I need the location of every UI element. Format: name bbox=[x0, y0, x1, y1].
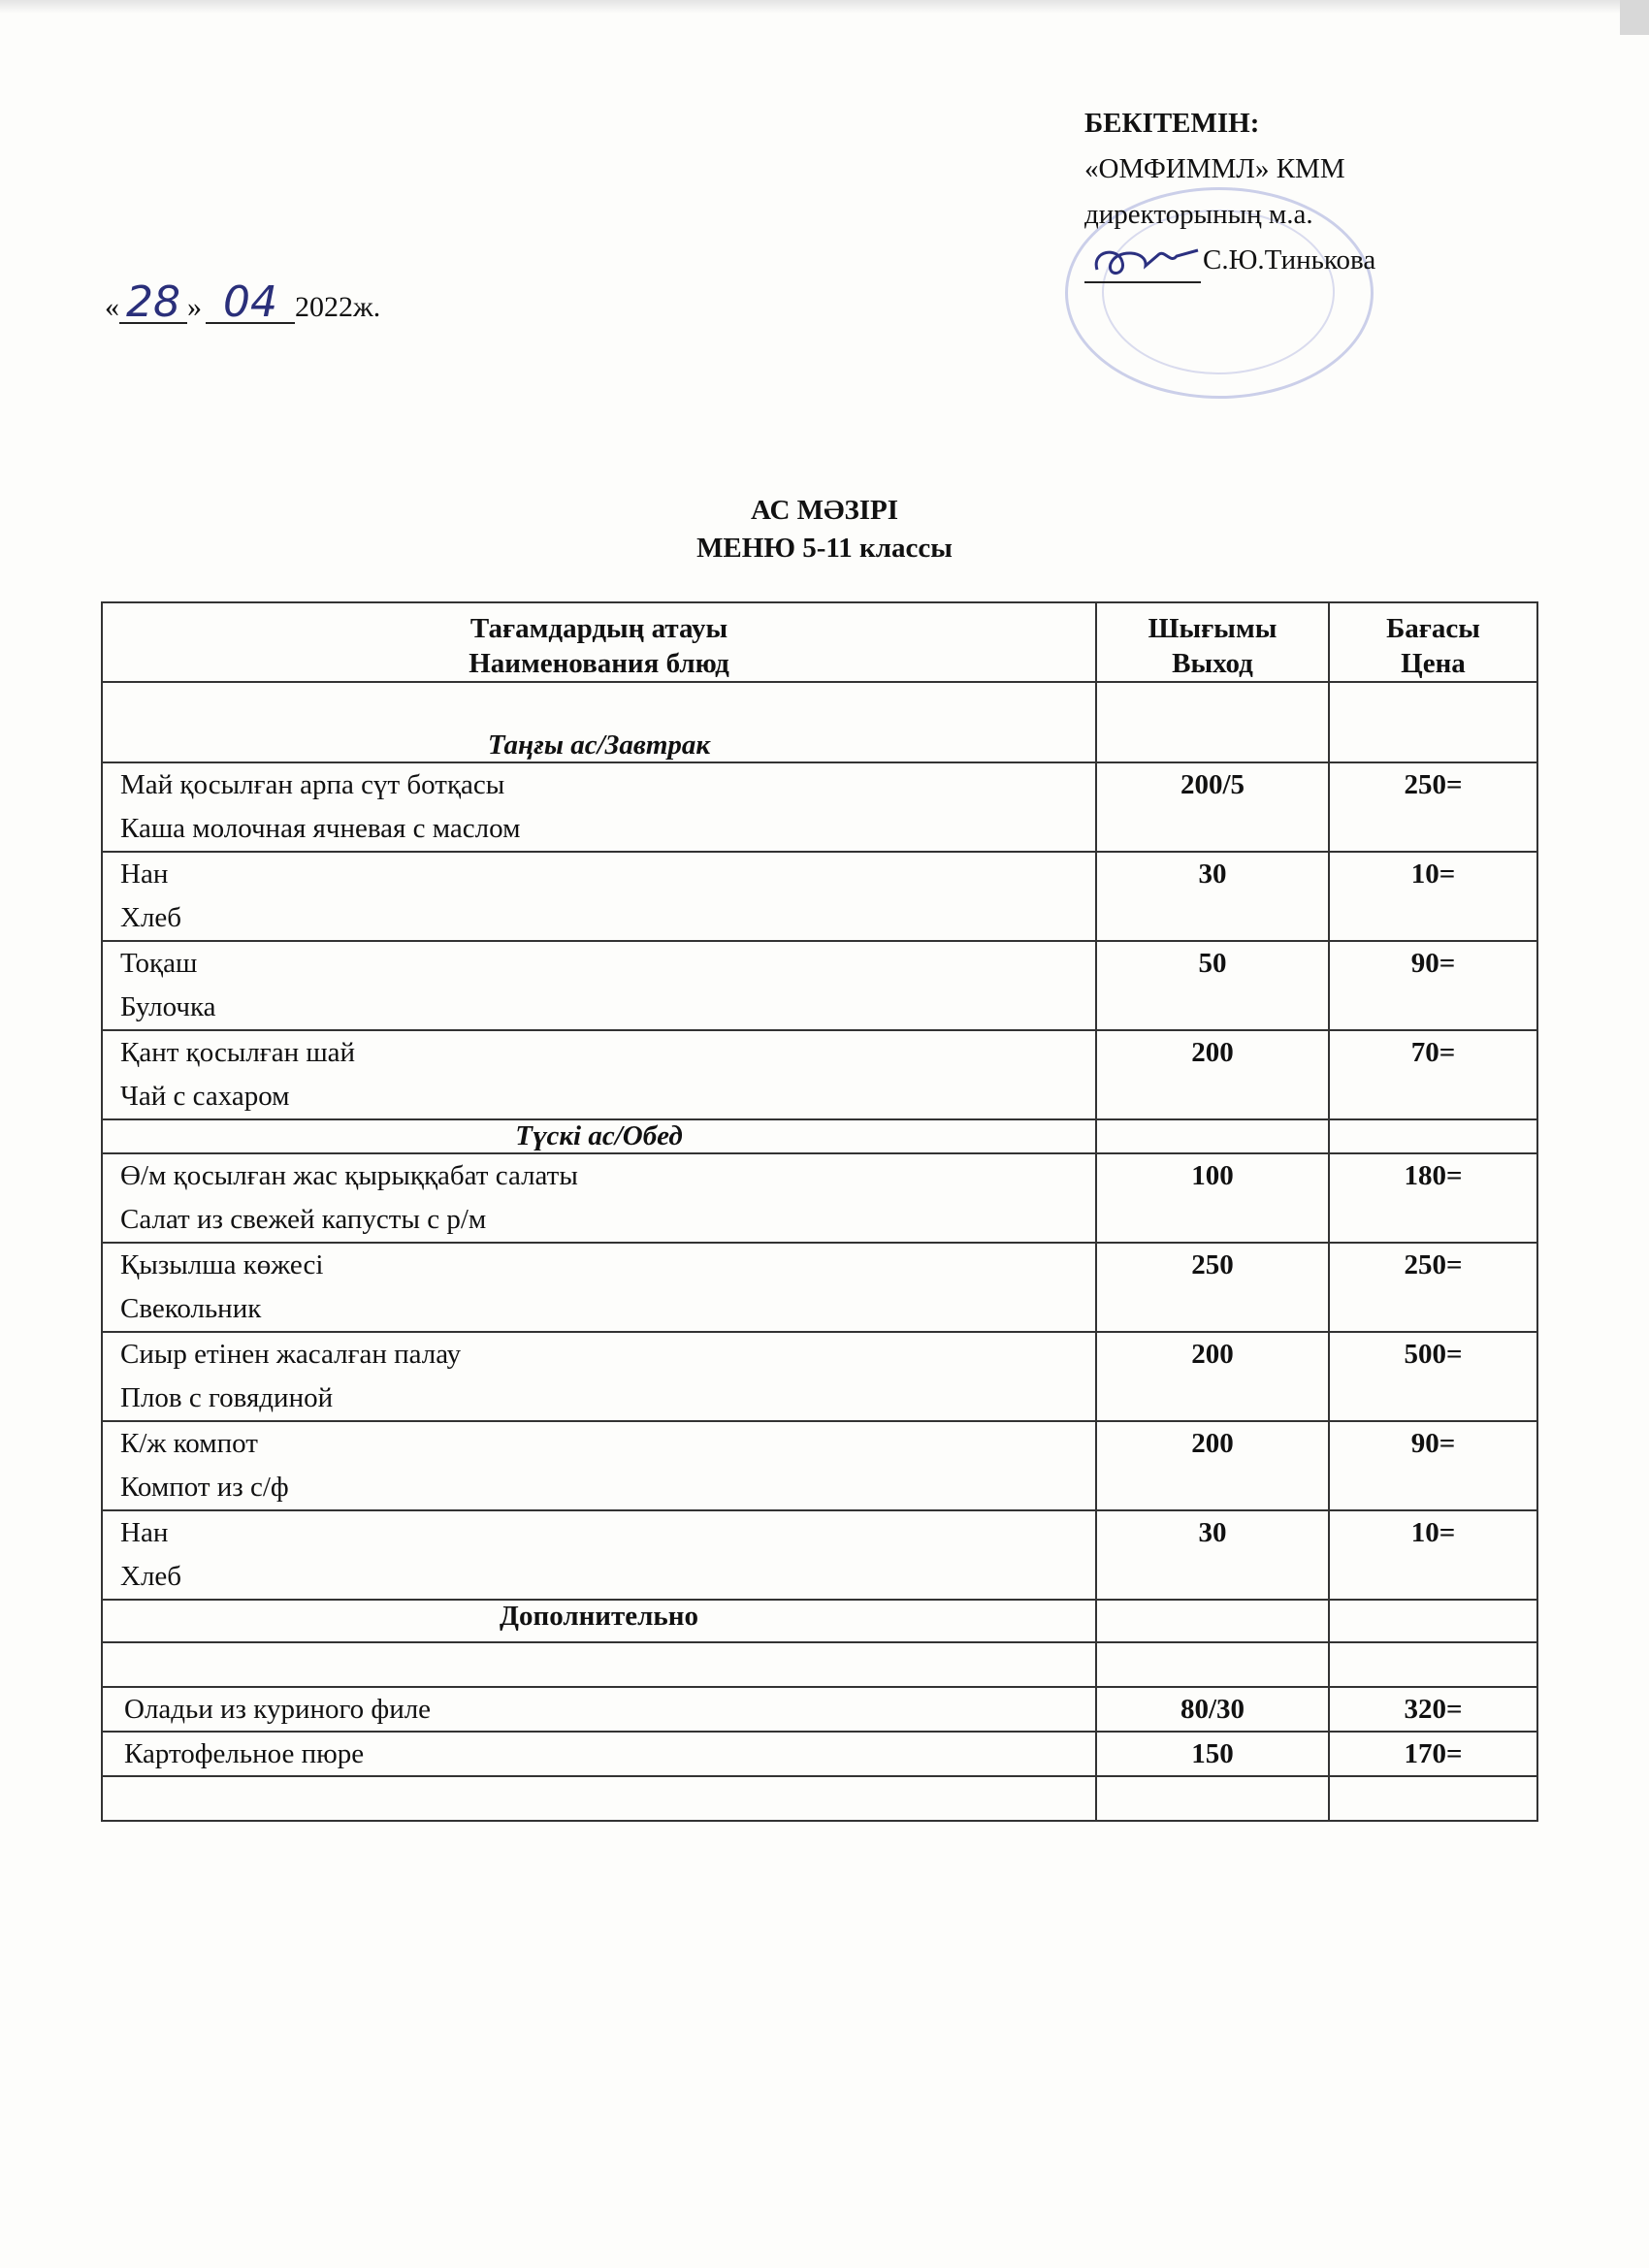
dish-name bbox=[102, 1332, 1096, 1421]
dish-yield: 100 bbox=[1096, 1153, 1329, 1243]
approval-position: директорының м.а. bbox=[1084, 199, 1313, 230]
dish-yield: 30 bbox=[1096, 852, 1329, 941]
dish-yield: 30 bbox=[1096, 1510, 1329, 1600]
dish-name-ru: Плов с говядиной bbox=[120, 1382, 334, 1413]
header-price bbox=[1329, 602, 1537, 682]
empty-cell bbox=[1329, 682, 1537, 762]
header-yield-kz: Шығымы bbox=[1148, 613, 1277, 644]
dish-name-ru: Булочка bbox=[120, 991, 216, 1022]
date-close-quote: » bbox=[187, 291, 202, 323]
approval-block bbox=[1084, 101, 1375, 283]
dish-price: 10= bbox=[1329, 1510, 1537, 1600]
date-open-quote: « bbox=[105, 291, 119, 323]
table-row bbox=[102, 941, 1537, 1030]
empty-cell bbox=[1096, 682, 1329, 762]
dish-name-kz: Тоқаш bbox=[120, 948, 198, 979]
section-additional bbox=[102, 1600, 1537, 1642]
dish-name: Оладьи из куриного филе bbox=[102, 1687, 1096, 1732]
dish-price: 180= bbox=[1329, 1153, 1537, 1243]
dish-yield: 200/5 bbox=[1096, 762, 1329, 852]
signature-line bbox=[1084, 238, 1375, 283]
empty-cell bbox=[1329, 1119, 1537, 1153]
dish-yield: 250 bbox=[1096, 1243, 1329, 1332]
date-day: 28 bbox=[119, 283, 187, 324]
dish-price: 170= bbox=[1329, 1732, 1537, 1776]
dish-name-kz: Нан bbox=[120, 859, 169, 890]
empty-row bbox=[102, 1776, 1537, 1821]
dish-name-ru: Хлеб bbox=[120, 1561, 182, 1592]
header-price-ru: Цена bbox=[1401, 648, 1466, 679]
empty-cell bbox=[1096, 1600, 1329, 1642]
empty-cell bbox=[1329, 1776, 1537, 1821]
signature-icon bbox=[1089, 241, 1206, 283]
scan-corner-mark bbox=[1620, 0, 1649, 35]
header-dish-name bbox=[102, 602, 1096, 682]
table-row bbox=[102, 1030, 1537, 1119]
table-row bbox=[102, 762, 1537, 852]
menu-title-ru: МЕНЮ 5-11 классы bbox=[696, 533, 953, 564]
dish-name-ru: Хлеб bbox=[120, 902, 182, 933]
table-header-row bbox=[102, 602, 1537, 682]
dish-name-kz: Ө/м қосылған жас қырыққабат салаты bbox=[120, 1160, 578, 1191]
dish-price: 10= bbox=[1329, 852, 1537, 941]
approval-title: БЕКІТЕМІН: bbox=[1084, 108, 1260, 139]
empty-cell bbox=[1329, 1600, 1537, 1642]
dish-yield: 200 bbox=[1096, 1332, 1329, 1421]
dish-name bbox=[102, 1421, 1096, 1510]
section-title: Дополнительно bbox=[102, 1600, 1096, 1642]
approval-org: «ОМФИММЛ» КММ bbox=[1084, 153, 1345, 184]
table-row bbox=[102, 1153, 1537, 1243]
dish-yield: 80/30 bbox=[1096, 1687, 1329, 1732]
document-date bbox=[105, 277, 381, 327]
dish-name-ru: Каша молочная ячневая с маслом bbox=[120, 813, 521, 844]
table-row bbox=[102, 1332, 1537, 1421]
dish-yield: 200 bbox=[1096, 1421, 1329, 1510]
section-lunch bbox=[102, 1119, 1537, 1153]
header-yield bbox=[1096, 602, 1329, 682]
dish-yield: 200 bbox=[1096, 1030, 1329, 1119]
dish-name bbox=[102, 1510, 1096, 1600]
dish-name bbox=[102, 852, 1096, 941]
dish-name bbox=[102, 762, 1096, 852]
section-title: Таңғы ас/Завтрак bbox=[102, 682, 1096, 762]
empty-cell bbox=[1096, 1642, 1329, 1687]
header-yield-ru: Выход bbox=[1172, 648, 1253, 679]
date-year: 2022ж. bbox=[295, 291, 381, 323]
approval-name: С.Ю.Тинькова bbox=[1203, 244, 1376, 275]
menu-title-kz: АС МӘЗІРІ bbox=[750, 495, 899, 526]
dish-name-ru: Компот из с/ф bbox=[120, 1472, 289, 1503]
dish-name bbox=[102, 1030, 1096, 1119]
header-name-ru: Наименования блюд bbox=[469, 648, 729, 679]
dish-price: 90= bbox=[1329, 1421, 1537, 1510]
menu-table bbox=[101, 601, 1538, 1822]
dish-name-kz: Сиыр етінен жасалған палау bbox=[120, 1339, 462, 1370]
dish-name-kz: Нан bbox=[120, 1517, 169, 1548]
dish-name-ru: Чай с сахаром bbox=[120, 1081, 290, 1112]
dish-name-ru: Свекольник bbox=[120, 1293, 262, 1324]
dish-name-kz: Қант қосылған шай bbox=[120, 1037, 356, 1068]
empty-cell bbox=[1096, 1776, 1329, 1821]
dish-name-kz: К/ж компот bbox=[120, 1428, 258, 1459]
empty-cell bbox=[102, 1776, 1096, 1821]
header-name-kz: Тағамдардың атауы bbox=[469, 613, 728, 644]
dish-name-kz: Май қосылған арпа сүт ботқасы bbox=[120, 769, 505, 800]
dish-name bbox=[102, 1243, 1096, 1332]
dish-price: 320= bbox=[1329, 1687, 1537, 1732]
dish-name: Картофельное пюре bbox=[102, 1732, 1096, 1776]
dish-price: 250= bbox=[1329, 1243, 1537, 1332]
dish-name-kz: Қызылша көжесі bbox=[120, 1249, 324, 1280]
table-row bbox=[102, 1421, 1537, 1510]
empty-cell bbox=[1096, 1119, 1329, 1153]
table-row bbox=[102, 1243, 1537, 1332]
dish-name bbox=[102, 1153, 1096, 1243]
table-row bbox=[102, 1687, 1537, 1732]
empty-cell bbox=[102, 1642, 1096, 1687]
table-row bbox=[102, 1732, 1537, 1776]
dish-price: 500= bbox=[1329, 1332, 1537, 1421]
dish-price: 90= bbox=[1329, 941, 1537, 1030]
section-title: Түскі ас/Обед bbox=[102, 1119, 1096, 1153]
table-row bbox=[102, 852, 1537, 941]
section-breakfast bbox=[102, 682, 1537, 762]
date-month: 04 bbox=[206, 283, 295, 324]
empty-row bbox=[102, 1642, 1537, 1687]
empty-cell bbox=[1329, 1642, 1537, 1687]
signature-blank bbox=[1084, 252, 1201, 283]
dish-yield: 150 bbox=[1096, 1732, 1329, 1776]
table-row bbox=[102, 1510, 1537, 1600]
dish-price: 250= bbox=[1329, 762, 1537, 852]
header-price-kz: Бағасы bbox=[1386, 613, 1480, 644]
dish-price: 70= bbox=[1329, 1030, 1537, 1119]
dish-name-ru: Салат из свежей капусты с р/м bbox=[120, 1204, 487, 1235]
dish-name bbox=[102, 941, 1096, 1030]
dish-yield: 50 bbox=[1096, 941, 1329, 1030]
scan-edge bbox=[0, 0, 1649, 14]
